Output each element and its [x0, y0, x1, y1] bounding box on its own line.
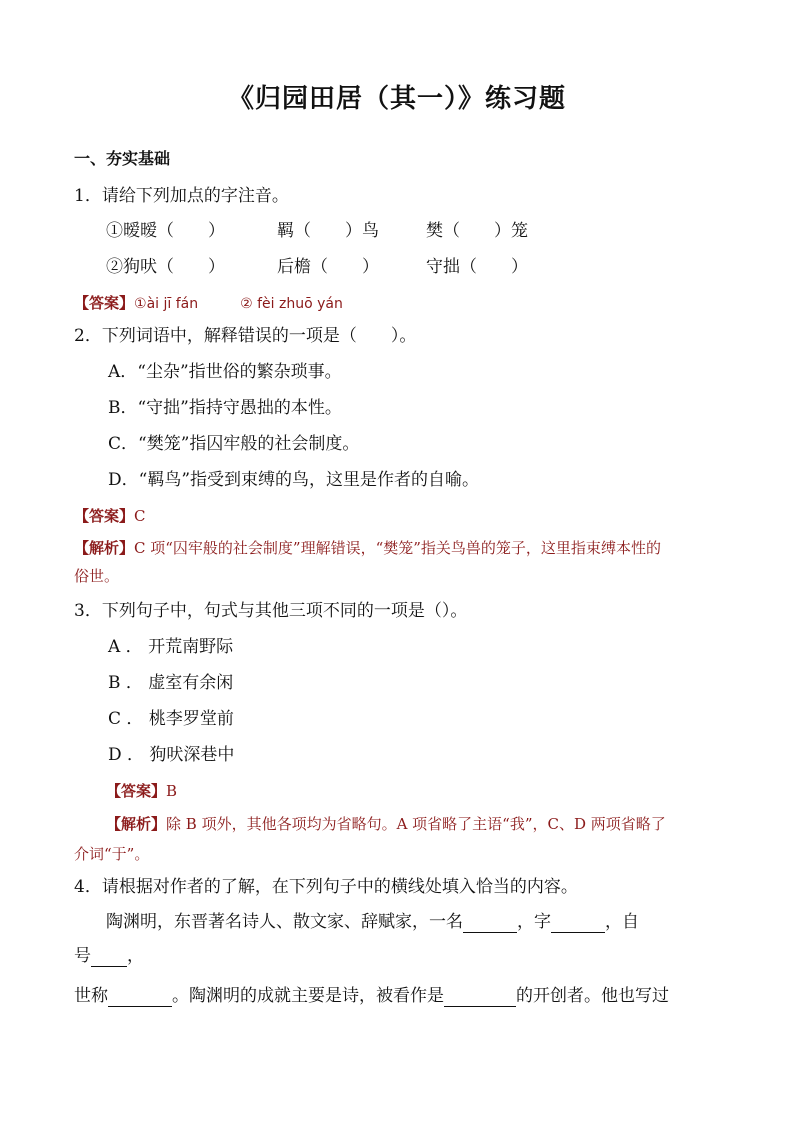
question-2-stem: 2．下列词语中，解释错误的一项是（ ）。	[74, 326, 417, 346]
q4-text: 世称	[74, 986, 108, 1006]
analysis-text: C 项“囚牢般的社会制度”理解错误，“樊笼”指关鸟兽的笼子，这里指束缚本性的	[134, 539, 661, 557]
q2-option: A．“尘杂”指世俗的繁杂琐事。	[108, 362, 342, 382]
q2-answer	[74, 505, 146, 527]
q3-analysis-cont: 介词“于”。	[74, 845, 150, 863]
answer-text: C	[134, 507, 146, 525]
section-heading: 一、夯实基础	[74, 149, 171, 168]
q3-option: B ． 虚室有余闲	[108, 673, 234, 693]
q4-text: 陶渊明，东晋著名诗人、散文家、辞赋家，一名	[106, 912, 463, 932]
q4-text: ，自	[605, 912, 639, 932]
q1-item: 守拙（ ）	[426, 257, 528, 277]
fill-blank-pen-name[interactable]	[91, 948, 127, 967]
q1-item: ②狗吠（ ）	[106, 257, 225, 277]
q3-option: D ． 狗吠深巷中	[108, 745, 235, 765]
fill-blank-courtesy-name[interactable]	[551, 914, 605, 933]
q3-option: A ． 开荒南野际	[108, 637, 234, 657]
answer-text: ①ài jī fán ② fèi zhuō yán	[134, 296, 343, 312]
analysis-text: 除 B 项外，其他各项均为省略句。A 项省略了主语“我”，C、D 两项省略了	[166, 815, 666, 833]
q3-answer	[106, 780, 177, 802]
question-4-stem: 4．请根据对作者的了解，在下列句子中的横线处填入恰当的内容。	[74, 877, 578, 897]
question-1-stem: 1．请给下列加点的字注音。	[74, 186, 289, 206]
q4-text: ，字	[517, 912, 551, 932]
answer-tag: 【答案】	[74, 294, 135, 312]
analysis-tag: 【解析】	[106, 815, 167, 833]
fill-blank-genre[interactable]	[444, 988, 516, 1007]
q4-paragraph-line1	[106, 911, 639, 933]
q2-option: B．“守拙”指持守愚拙的本性。	[108, 398, 342, 418]
page-title: 《归园田居（其一）》练习题	[227, 84, 566, 114]
q4-paragraph-line2	[74, 945, 144, 967]
q4-paragraph-line3	[74, 985, 669, 1007]
answer-text: B	[166, 782, 178, 800]
q4-text: ，	[127, 946, 144, 966]
q3-option: C ． 桃李罗堂前	[108, 709, 234, 729]
q1-item: ①暧暧（ ）	[106, 221, 225, 241]
q2-option: C．“樊笼”指囚牢般的社会制度。	[108, 434, 360, 454]
q2-analysis	[74, 537, 661, 559]
q3-analysis	[106, 813, 666, 835]
q4-text: 的开创者。他也写过	[516, 986, 669, 1006]
analysis-tag: 【解析】	[74, 539, 135, 557]
q1-item: 后檐（ ）	[277, 257, 379, 277]
answer-tag: 【答案】	[106, 782, 167, 800]
q1-answer	[74, 292, 343, 315]
q1-item: 樊（ ）笼	[426, 221, 528, 241]
q1-item: 羁（ ）鸟	[277, 221, 379, 241]
question-3-stem: 3．下列句子中，句式与其他三项不同的一项是（）。	[74, 601, 468, 621]
fill-blank-title[interactable]	[108, 988, 172, 1007]
fill-blank-name[interactable]	[463, 914, 517, 933]
q4-text: 。陶渊明的成就主要是诗，被看作是	[172, 986, 444, 1006]
q4-text: 号	[74, 946, 91, 966]
q2-option: D．“羁鸟”指受到束缚的鸟，这里是作者的自喻。	[108, 470, 480, 490]
answer-tag: 【答案】	[74, 507, 135, 525]
q2-analysis-cont: 俗世。	[74, 567, 120, 585]
